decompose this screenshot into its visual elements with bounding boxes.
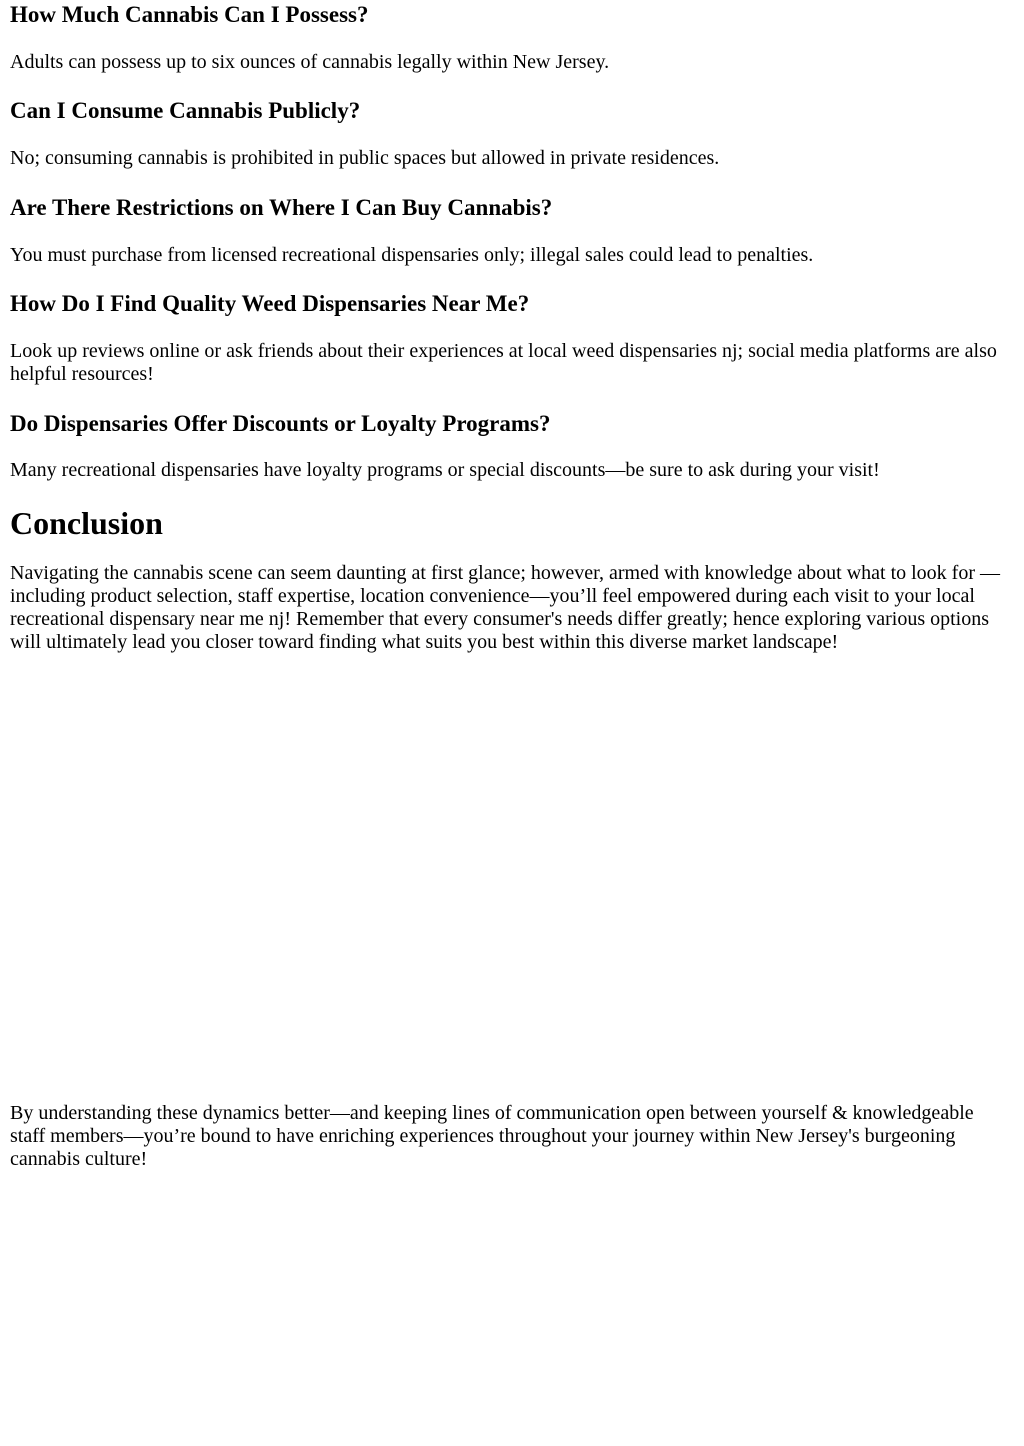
faq-answer-find-dispensaries: Look up reviews online or ask friends about their experiences at local weed dispensaries nj; social media platforms are also helpful resources! [10, 340, 997, 385]
blank-space [10, 654, 1010, 1102]
faq-question-find-dispensaries: How Do I Find Quality Weed Dispensaries Near Me? [10, 291, 530, 316]
closing-paragraph: By understanding these dynamics better—and keeping lines of communication open between yourself & knowledgeable staff members—you’re bound to have enriching experiences throughout your journey within New Jersey's burgeoning cannabis culture! [10, 1102, 974, 1170]
faq-question-purchase-restrictions: Are There Restrictions on Where I Can Buy Cannabis? [10, 195, 553, 220]
faq-question-discounts: Do Dispensaries Offer Discounts or Loyalty Programs? [10, 411, 551, 436]
faq-answer-possession: Adults can possess up to six ounces of cannabis legally within New Jersey. [10, 51, 610, 73]
conclusion-heading: Conclusion [10, 505, 163, 541]
article-content [10, 0, 1010, 1171]
conclusion-paragraph: Navigating the cannabis scene can seem daunting at first glance; however, armed with knowledge about what to look for —including product selection, staff expertise, location convenience—you’ll feel empowered during each visit to your local recreational dispensary near me nj! Remember that every consumer's needs differ greatly; hence exploring various options will ultimately lead you closer toward finding what suits you best within this diverse market landscape! [10, 562, 1000, 653]
faq-answer-public-consumption: No; consuming cannabis is prohibited in public spaces but allowed in private residences. [10, 147, 720, 169]
faq-question-possession: How Much Cannabis Can I Possess? [10, 2, 369, 27]
faq-answer-purchase-restrictions: You must purchase from licensed recreational dispensaries only; illegal sales could lead to penalties. [10, 244, 814, 266]
faq-question-public-consumption: Can I Consume Cannabis Publicly? [10, 98, 361, 123]
faq-answer-discounts: Many recreational dispensaries have loyalty programs or special discounts—be sure to ask during your visit! [10, 459, 880, 481]
